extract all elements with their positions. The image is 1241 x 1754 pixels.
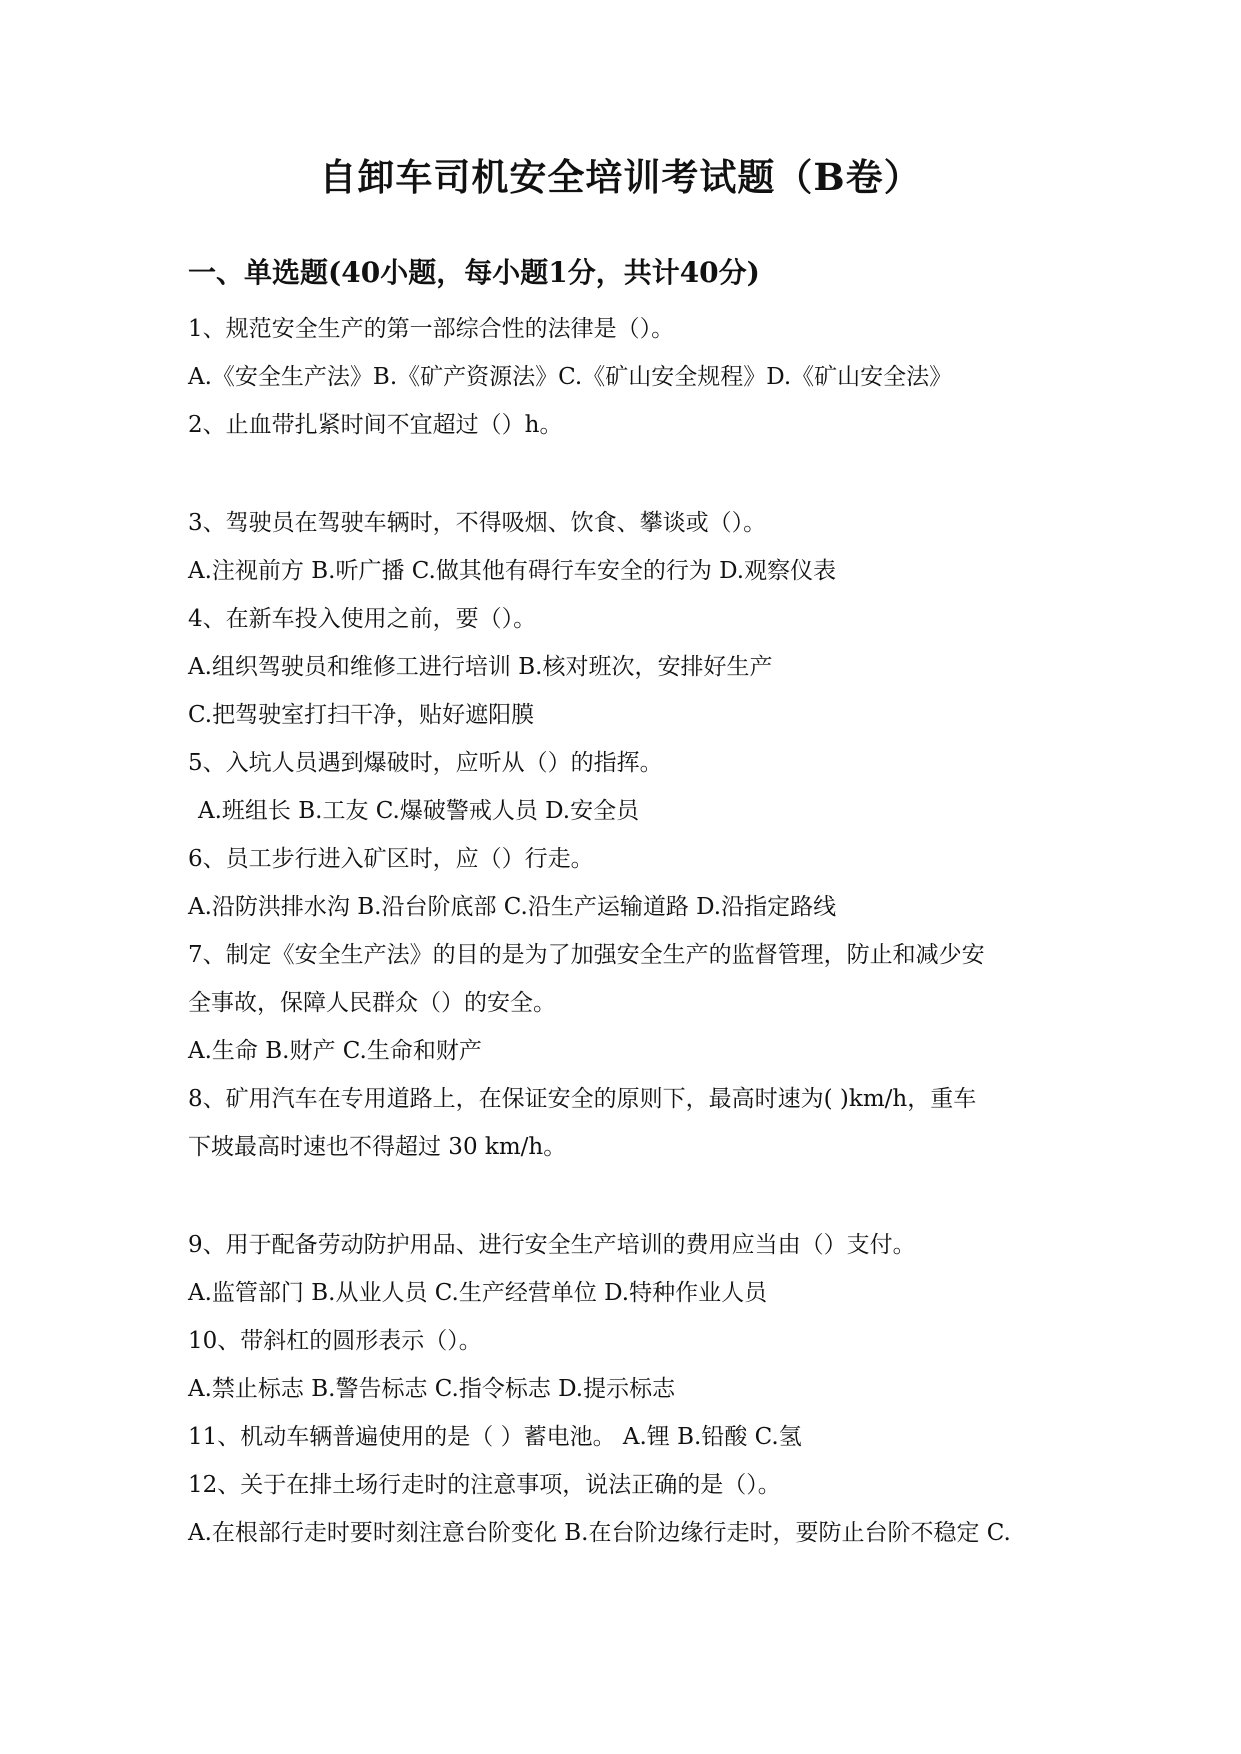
question-6-options: A.沿防洪排水沟 B.沿台阶底部 C.沿生产运输道路 D.沿指定路线 [188,894,837,920]
question-4: 4、在新车投入使用之前，要（）。 [188,606,537,632]
question-12-options: A.在根部行走时要时刻注意台阶变化 B.在台阶边缘行走时，要防止台阶不稳定 C. [188,1520,1011,1546]
question-7: 7、制定《安全生产法》的目的是为了加强安全生产的监督管理，防止和减少安 [188,942,985,968]
question-9: 9、用于配备劳动防护用品、进行安全生产培训的费用应当由（）支付。 [188,1232,916,1258]
section-heading: 一、单选题(40小题，每小题1分，共计40分) [188,256,760,289]
question-3: 3、驾驶员在驾驶车辆时，不得吸烟、饮食、攀谈或（）。 [188,510,767,536]
question-4-options: A.组织驾驶员和维修工进行培训 B.核对班次，安排好生产 [188,654,773,680]
question-12: 12、关于在排土场行走时的注意事项，说法正确的是（）。 [188,1472,781,1498]
question-7-options: A.生命 B.财产 C.生命和财产 [188,1038,482,1064]
question-10-options: A.禁止标志 B.警告标志 C.指令标志 D.提示标志 [188,1376,676,1402]
question-10: 10、带斜杠的圆形表示（）。 [188,1328,482,1354]
question-1: 1、规范安全生产的第一部综合性的法律是（）。 [188,316,675,342]
question-8: 8、矿用汽车在专用道路上，在保证安全的原则下，最高时速为( )km/h，重车 [188,1086,977,1112]
question-8-continued: 下坡最高时速也不得超过 30 km/h。 [188,1134,567,1160]
question-6: 6、员工步行进入矿区时，应（）行走。 [188,846,594,872]
question-4-options-continued: C.把驾驶室打扫干净，贴好遮阳膜 [188,702,535,728]
question-5: 5、入坑人员遇到爆破时，应听从（）的指挥。 [188,750,663,776]
document-title: 自卸车司机安全培训考试题（B卷） [319,155,922,199]
question-1-options: A.《安全生产法》B.《矿产资源法》C.《矿山安全规程》D.《矿山安全法》 [188,364,953,390]
question-11: 11、机动车辆普遍使用的是（ ）蓄电池。 A.锂 B.铅酸 C.氢 [188,1424,802,1450]
question-9-options: A.监管部门 B.从业人员 C.生产经营单位 D.特种作业人员 [188,1280,768,1306]
question-7-continued: 全事故，保障人民群众（）的安全。 [188,990,556,1016]
question-3-options: A.注视前方 B.听广播 C.做其他有碍行车安全的行为 D.观察仪表 [188,558,837,584]
question-5-options: A.班组长 B.工友 C.爆破警戒人员 D.安全员 [198,798,640,824]
question-2: 2、止血带扎紧时间不宜超过（）h。 [188,412,563,438]
